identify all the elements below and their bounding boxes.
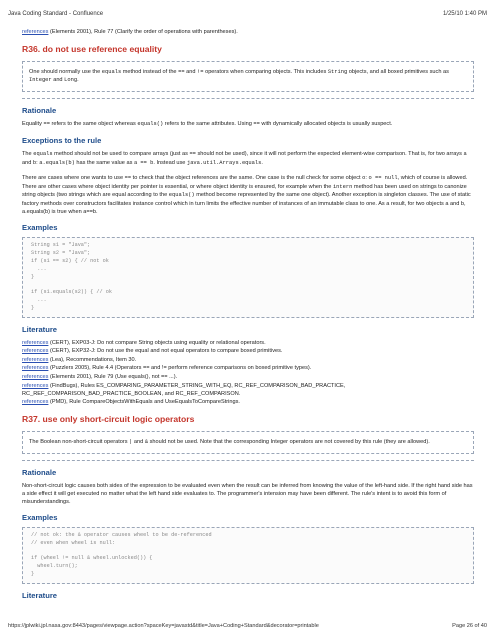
footer-page-number: Page 26 of 40 (452, 623, 487, 629)
rule-r36-box (22, 61, 474, 93)
r37-examples-heading: Examples (22, 513, 58, 523)
divider (22, 98, 474, 99)
r36-exception-paragraph-1: The equals method should not be used to compare arrays (just as == should not be used), since it will not perform the expected element-wise comparison. That is, for two arrays a and b: a.equals(b) has the same value as a == b. Instead use java.util.Arrays.equals. (22, 151, 467, 166)
literature-item: references (Lea), Recommendations, Item 30. (22, 356, 137, 363)
r37-rationale-text: Non-short-circuit logic causes both sides of the expression to be evaluated even when the result can be inferred from knowing the value of the left-hand side. If the right hand side has a side effect it will get executed no matter what the left hand side evaluates to. The programmer's intension may have been different. The rule's intent is to avoid this form of misunderstandings. (22, 482, 473, 505)
r36-literature-heading: Literature (22, 324, 58, 334)
r36-literature-list (22, 339, 474, 407)
header-title: Java Coding Standard - Confluence (8, 11, 104, 17)
r36-rationale-text: Equality == refers to the same object whereas equals() refers to the same attributes. Using == with dynamically allocated objects is usually suspect. (22, 121, 393, 128)
document-content (22, 28, 474, 605)
top-reference: references (Elements 2001), Rule 77 (Clarify the order of operations with parentheses). (22, 29, 238, 35)
rule-r37-text: The Boolean non-short-circuit operators | and & should not be used. Note that the corresponding Integer operators are not covered by this rule (they are allowed). (29, 438, 430, 445)
r36-examples-heading: Examples (22, 223, 58, 233)
r36-exceptions-heading: Exceptions to the rule (22, 136, 102, 146)
references-link[interactable]: references (22, 382, 49, 389)
r37-code-block (22, 527, 474, 584)
r36-rationale-heading: Rationale (22, 106, 57, 116)
r37-code: // not ok: the & operator causes wheel to be de-referenced // even when wheel is null: if (wheel != null & wheel.unlocked()) { wheel.turn(); } (31, 532, 212, 578)
literature-item: references (Elements 2001), Rule 79 (Use equals(), not == ...). (22, 374, 178, 381)
literature-item: references (CERT), EXP03-J: Do not compare String objects using equality or relational operators. (22, 339, 266, 346)
footer-url: https://jplwiki.jpl.nasa.gov:8443/pages/viewpage.action?spaceKey=javastd&title=Java+Coding+Standard&decorator=printable (8, 623, 319, 629)
rule-r36-text: One should normally use the equals method instead of the == and != operators when comparing objects. This includes String objects, and all boxed primitives such as Integer and Long. (29, 68, 449, 84)
r36-code-block (22, 237, 474, 317)
rule-r37-box (22, 431, 474, 454)
r36-code: String s1 = "Java"; String s2 = "Java"; if (s1 == s2) { // not ok ... } if (s1.equals(s2)) { // ok ... } (31, 242, 112, 311)
literature-item: references (Puzzlers 2005), Rule 4.4 (Operators == and != perform reference comparisons on boxed primitive types). (22, 365, 312, 372)
literature-item: references (CERT), EXP32-J: Do not use the equal and not equal operators to compare boxed primitives. (22, 348, 283, 355)
print-header (8, 10, 487, 20)
references-link[interactable]: references (22, 29, 49, 35)
references-link[interactable]: references (22, 356, 49, 363)
references-link[interactable]: references (22, 348, 49, 355)
rule-r36-title: R36. do not use reference equality (22, 44, 162, 55)
header-timestamp: 1/25/10 1:40 PM (442, 11, 487, 17)
divider (22, 460, 474, 461)
literature-item: references (FindBugs), Rules ES_COMPARING_PARAMETER_STRING_WITH_EQ, RC_REF_COMPARISON_BAD_PRACTICE, RC_REF_COMPARISON_BAD_PRACTICE_BOOLEAN, and RC_REF_COMPARISON. (22, 382, 346, 397)
references-link[interactable]: references (22, 365, 49, 372)
r37-literature-heading: Literature (22, 590, 58, 600)
references-link[interactable]: references (22, 399, 49, 406)
r37-rationale-heading: Rationale (22, 467, 57, 477)
r36-exception-paragraph-2: There are cases where one wants to use == to check that the object references are the same. One case is the null check for some object o: o == null, which of course is allowed. There are other cases where object identity per pointer is essential, or where object identity is ensured, for example when the intern method has been used on strings to canonize string objects (two strings which are equal according to the equals() method become represented by the same one object). Another exception is singleton classes. The use of static factory methods over constructors facilitates instance control which in turn limits the effective number of instances of an immutable class to one. As a result, for two objects a and b, a.equals(b) is true when a==b. (22, 174, 471, 216)
references-link[interactable]: references (22, 339, 49, 346)
references-link[interactable]: references (22, 374, 49, 381)
rule-r37-title: R37. use only short-circuit logic operators (22, 414, 195, 425)
literature-item: references (PMD), Rule CompareObjectsWithEquals and UseEqualsToCompareStrings. (22, 399, 240, 406)
print-footer (8, 622, 487, 632)
